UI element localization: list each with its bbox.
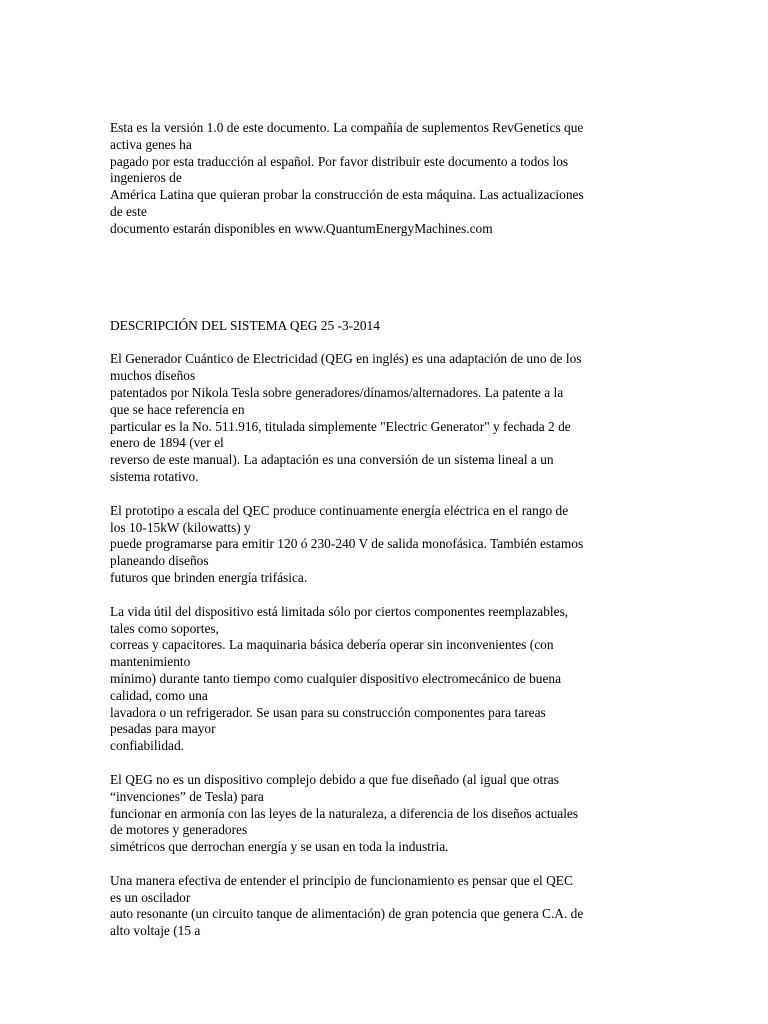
paragraph-line: auto resonante (un circuito tanque de alimentación) de gran potencia que genera C.A. de [110, 906, 584, 922]
spacer [110, 486, 662, 503]
spacer [110, 587, 662, 604]
paragraph-line: reverso de este manual). La adaptación es una conversión de un sistema lineal a un [110, 452, 554, 468]
spacer [110, 278, 662, 318]
intro-paragraph [110, 120, 662, 238]
paragraph-line: pesadas para mayor [110, 721, 216, 737]
paragraph-line: que se hace referencia en [110, 401, 245, 417]
intro-line: activa genes ha [110, 136, 192, 152]
paragraph-line: sistema rotativo. [110, 468, 199, 484]
paragraph-line: puede programarse para emitir 120 ó 230-240 V de salida monofásica. También estamos [110, 536, 584, 552]
paragraph-line: mínimo) durante tanto tiempo como cualquier dispositivo electromecánico de buena [110, 670, 562, 686]
paragraph-line: Una manera efectiva de entender el principio de funcionamiento es pensar que el QEC [110, 872, 573, 888]
body-paragraph-4 [110, 772, 662, 856]
paragraph-line: es un oscilador [110, 889, 191, 905]
spacer [110, 755, 662, 772]
intro-line: de este [110, 203, 147, 219]
paragraph-line: El QEG no es un dispositivo complejo debido a que fue diseñado (al igual que otras [110, 771, 559, 787]
intro-line: documento estarán disponibles en www.QuantumEnergyMachines.com [110, 220, 493, 236]
paragraph-line: La vida útil del dispositivo está limitada sólo por ciertos componentes reemplazables, [110, 603, 569, 619]
intro-line: ingenieros de [110, 170, 182, 186]
body-paragraph-2 [110, 503, 662, 587]
paragraph-line: particular es la No. 511.916, titulada simplemente "Electric Generator" y fechada 2 de [110, 418, 571, 434]
paragraph-line: patentados por Nikola Tesla sobre generadores/dínamos/alternadores. La patente a la [110, 384, 564, 400]
paragraph-line: los 10-15kW (kilowatts) y [110, 519, 251, 535]
paragraph-line: funcionar en armonía con las leyes de la naturaleza, a diferencia de los diseños actuales [110, 805, 579, 821]
body-paragraph-5 [110, 873, 662, 940]
paragraph-line: enero de 1894 (ver el [110, 435, 224, 451]
body-paragraph-3 [110, 604, 662, 755]
section-title-text: DESCRIPCIÓN DEL SISTEMA QEG 25 -3-2014 [110, 317, 380, 333]
intro-line: pagado por esta traducción al español. Por favor distribuir este documento a todos los [110, 153, 569, 169]
paragraph-line: de motores y generadores [110, 822, 248, 838]
document-page [110, 120, 662, 940]
paragraph-line: muchos diseños [110, 368, 196, 384]
paragraph-line: planeando diseños [110, 553, 209, 569]
spacer [110, 334, 662, 351]
paragraph-line: lavadora o un refrigerador. Se usan para su construcción componentes para tareas [110, 704, 546, 720]
paragraph-line: El prototipo a escala del QEC produce continuamente energía eléctrica en el rango de [110, 502, 569, 518]
paragraph-line: correas y capacitores. La maquinaria básica debería operar sin inconvenientes (con [110, 637, 554, 653]
body-paragraph-1 [110, 351, 662, 485]
spacer [110, 856, 662, 873]
paragraph-line: alto voltaje (15 a [110, 923, 201, 939]
paragraph-line: tales como soportes, [110, 620, 219, 636]
paragraph-line: calidad, como una [110, 687, 208, 703]
spacer [110, 238, 662, 278]
intro-line: Esta es la versión 1.0 de este documento. La compañía de suplementos RevGenetics que [110, 120, 584, 135]
paragraph-line: mantenimiento [110, 654, 191, 670]
paragraph-line: simétricos que derrochan energía y se usan en toda la industria. [110, 839, 449, 855]
paragraph-line: El Generador Cuántico de Electricidad (QEG en inglés) es una adaptación de uno de los [110, 351, 582, 367]
intro-line: América Latina que quieran probar la construcción de esta máquina. Las actualizaciones [110, 187, 584, 203]
paragraph-line: futuros que brinden energía trifásica. [110, 569, 308, 585]
paragraph-line: “invenciones” de Tesla) para [110, 788, 264, 804]
paragraph-line: confiabilidad. [110, 738, 184, 754]
section-title [110, 318, 662, 335]
